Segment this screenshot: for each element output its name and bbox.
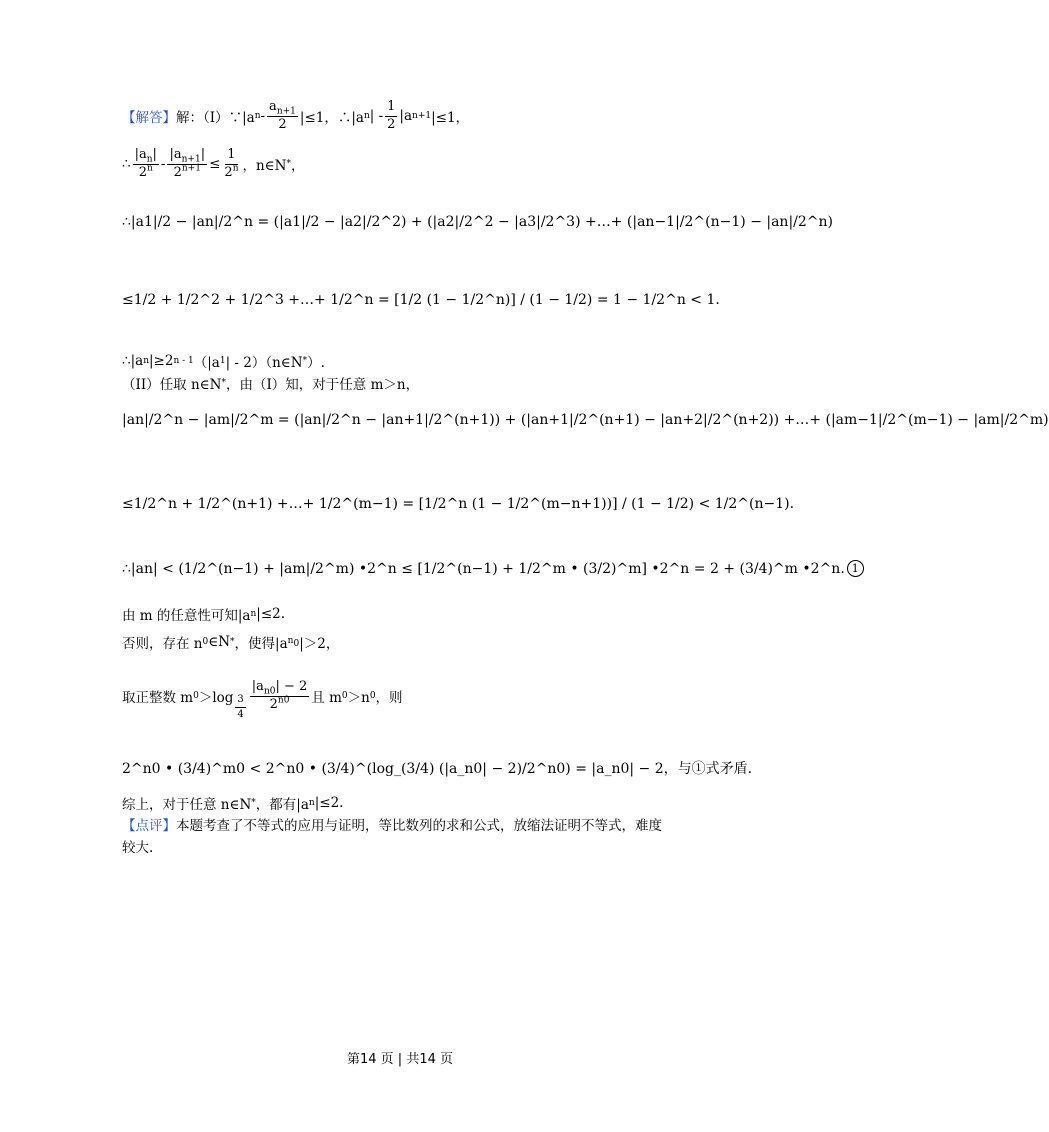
- l11-c: ，使得|a: [234, 636, 288, 652]
- l5-tail2: | - 2）（n∈N: [225, 355, 303, 371]
- solution-line-2: ∴ $|a_n|$ 2$^n$ - $\frac{|a_{n+1}|}{2^{n+1}}$ ≤ $\frac{1}{2^n}$ ，n∈N * ，: [122, 147, 305, 180]
- l11-d: |＞2，: [299, 636, 340, 652]
- l2-frac-3: [222, 148, 240, 181]
- l14-b: ，都有|a: [255, 797, 309, 813]
- l2-tail: ，n∈N: [242, 158, 287, 175]
- l3-formula: ∴|a1|/2 − |an|/2^n = (|a1|/2 − |a2|/2^2) + (|a2|/2^2 − |a3|/2^3) +…+ (|an−1|/2^(n−1) − |an|/2^n): [122, 214, 833, 230]
- l7-formula: |an|/2^n − |am|/2^m = (|an|/2^n − |an+1|/2^(n+1)) + (|an+1|/2^(n+1) − |an+2|/2^(n+2)) +…+ (|am−1|/2^(m−1) − |am|/2^m): [122, 412, 1049, 428]
- l12-base: [235, 694, 245, 720]
- l2-f1-num-sub: n: [146, 154, 153, 165]
- l2-frac-1: [133, 148, 159, 181]
- l2-f1-den: 2: [138, 164, 147, 180]
- circled-one: 1: [847, 560, 864, 577]
- l12-a: 取正整数 m: [122, 690, 194, 706]
- l1-frac-den: 2: [278, 116, 287, 132]
- l1-tail: |a: [399, 108, 413, 125]
- l9-formula: ∴|an| < (1/2^(n−1) + |am|/2^m) •2^n ≤ [1/2^(n−1) + 1/2^m • (3/2)^m] •2^n = 2 + (3/4)^m •2^n.: [122, 560, 845, 577]
- l12-d: ＞n: [347, 690, 370, 706]
- l2-f2-den: 2: [173, 164, 182, 180]
- solution-line-11: 否则，存在 n 0 ∈N * ，使得|a $n_0$ |＞2，: [122, 634, 340, 652]
- l6-a: （II）任取 n∈N: [122, 377, 222, 393]
- l12-num-sub: n0: [263, 686, 276, 697]
- l2-f1-num-end: |: [152, 147, 157, 162]
- l1-frac-num-sub: n+1: [276, 106, 296, 117]
- solution-line-13: [122, 758, 752, 778]
- solution-line-8: [122, 496, 794, 512]
- l10-a: 由 m 的任意性可知|a: [122, 608, 251, 624]
- l2-f2-den-sup: n+1: [181, 163, 201, 174]
- comment-line-2: [122, 836, 153, 856]
- l1-intro: 解：（I）∵|a: [176, 110, 255, 127]
- solution-line-4: [122, 292, 720, 308]
- l11-a: 否则，存在 n: [122, 636, 203, 652]
- l4-formula: ≤1/2 + 1/2^2 + 1/2^3 +…+ 1/2^n = [1/2 (1 − 1/2^n)] / (1 − 1/2) = 1 − 1/2^n < 1.: [122, 292, 720, 308]
- solution-line-1: 【解答】 解：（I）∵|a n - $a_{n+1}$ 2 |≤1，∴|a n | - $\frac{1}{2}$ |a n+1 |≤1，: [122, 99, 470, 132]
- l1-half-den: 2: [387, 116, 396, 132]
- l2-lead: ∴: [122, 156, 131, 173]
- l2-f3-num: 1: [225, 148, 237, 165]
- l11-b: ∈N: [208, 634, 231, 650]
- l1-rel: |≤1，∴|a: [299, 110, 364, 127]
- l1-minus: -: [260, 108, 266, 125]
- l5-mid: |≥2: [148, 353, 174, 369]
- l2-f3-den: 2: [224, 164, 233, 180]
- l2-f1-num: |a: [134, 147, 147, 162]
- l1-mid: | -: [369, 108, 384, 125]
- l12-b: ＞log: [198, 690, 234, 706]
- solution-line-7: [122, 412, 1049, 428]
- l14-c: |≤2.: [314, 795, 344, 811]
- l12-frac: [250, 680, 309, 713]
- comment-line-1: [122, 814, 662, 834]
- l2-f2-num: |a: [169, 147, 182, 162]
- l1-half: [385, 100, 397, 133]
- solution-line-5: ∴|a n |≥2 n - 1 （|a 1 | - 2）（n∈N * ）.: [122, 353, 325, 371]
- comment-text-1: 本题考查了不等式的应用与证明，等比数列的求和公式，放缩法证明不等式，难度: [176, 818, 662, 834]
- comment-label: 【点评】: [122, 818, 176, 834]
- l2-le: ≤: [209, 156, 221, 173]
- l12-c: 且 m: [311, 690, 342, 706]
- l2-end: ，: [291, 158, 305, 175]
- l11-sub2: n: [287, 635, 294, 646]
- solution-line-12: 取正整数 m 0 ＞log $\frac{3}{4}$ $|a_{n0}| - 2$ $2^{n0}$ 且 m 0 ＞n 0 ，则: [122, 678, 403, 720]
- l5-a: ∴|a: [122, 353, 144, 369]
- l1-frac: [267, 100, 298, 133]
- l1-frac-num: a: [269, 99, 277, 114]
- solution-line-14: 综上，对于任意 n∈N * ，都有|a n |≤2.: [122, 795, 344, 813]
- comment-text-2: 较大.: [122, 840, 154, 856]
- solution-line-10: 由 m 的任意性可知|a n |≤2.: [122, 606, 286, 624]
- solution-label: 【解答】: [122, 110, 176, 127]
- l13-formula: 2^n0 • (3/4)^m0 < 2^n0 • (3/4)^(log_(3/4) (|a_n0| − 2)/2^n0) = |a_n0| − 2，与①式矛盾.: [122, 761, 753, 777]
- l5-tail: （|a: [193, 355, 220, 371]
- l12-num: |a: [251, 678, 264, 694]
- l12-base-den: 4: [237, 708, 244, 720]
- solution-line-3: [122, 214, 833, 230]
- l1-half-num: 1: [385, 100, 397, 117]
- l5-end: ）.: [307, 355, 325, 371]
- l12-den-sup: n0: [277, 695, 290, 706]
- l1-end: |≤1，: [431, 110, 470, 127]
- l12-e: ，则: [375, 690, 403, 706]
- page-footer: 第14 页 | 共14 页: [347, 1052, 453, 1067]
- l10-b: |≤2.: [256, 606, 286, 622]
- l8-formula: ≤1/2^n + 1/2^(n+1) +…+ 1/2^(m−1) = [1/2^n (1 − 1/2^(m−n+1))] / (1 − 1/2) < 1/2^(n−1).: [122, 496, 795, 512]
- l2-f1-den-sup: n: [147, 163, 153, 174]
- l12-base-num: 3: [235, 694, 245, 708]
- solution-line-9: [122, 560, 866, 577]
- l2-f3-den-sup: n: [232, 163, 239, 174]
- l14-a: 综上，对于任意 n∈N: [122, 797, 252, 813]
- l2-minus: -: [160, 156, 166, 173]
- l12-num-end: | − 2: [275, 678, 308, 694]
- solution-line-6: （II）任取 n∈N * ，由（I）知，对于任意 m＞n，: [122, 373, 419, 393]
- l2-f2-num-sub: n+1: [181, 154, 201, 165]
- l6-end: ，由（I）知，对于任意 m＞n，: [225, 377, 420, 393]
- l2-f2-num-end: |: [200, 147, 206, 162]
- l11-sub3: 0: [293, 638, 300, 649]
- l2-frac-2: [167, 148, 207, 181]
- l12-den: 2: [269, 696, 278, 712]
